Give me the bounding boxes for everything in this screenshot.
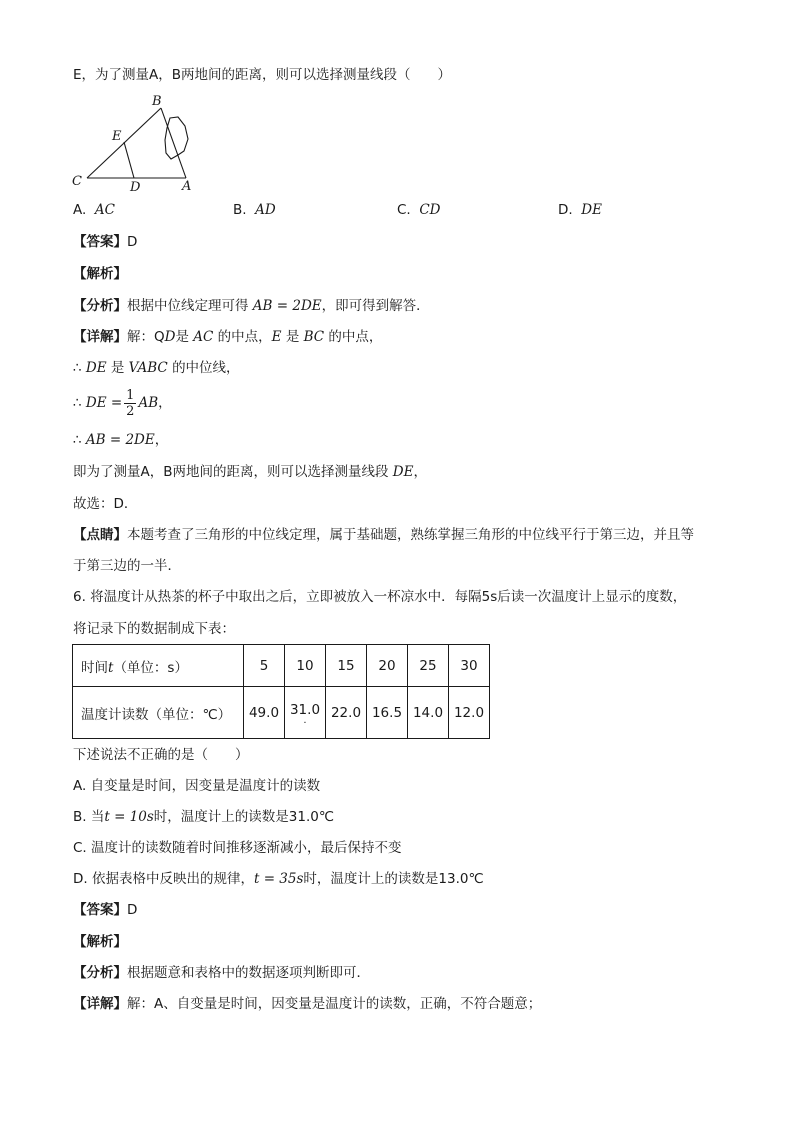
dianjing-text: 本题考查了三角形的中位线定理，属于基础题，熟练掌握三角形的中位线平行于第三边，并且等	[127, 527, 694, 543]
cell-value: 31.0	[289, 701, 321, 718]
math: DE	[392, 464, 414, 480]
q5-xiangjie-line5	[73, 462, 427, 482]
header-unit: （单位：s）	[113, 659, 188, 676]
therefore-symbol: ∴	[73, 360, 86, 376]
answer-label: 【答案】	[73, 234, 127, 250]
analysis-label: 【解析】	[73, 266, 127, 282]
q5-analysis-heading	[73, 264, 127, 284]
math: t = 10s	[104, 809, 154, 825]
text: 是	[285, 329, 300, 345]
q6-fenxi	[73, 963, 370, 983]
fenxi-text: 根据题意和表格中的数据逐项判断即可．	[127, 965, 370, 981]
table-cell: 25	[408, 645, 449, 687]
text: 的中点，	[217, 329, 272, 345]
xiangjie-label: 【详解】	[73, 329, 127, 345]
fraction-one-half	[124, 388, 136, 419]
fenxi-text: 根据中位线定理可得	[127, 298, 249, 314]
fenxi-end: ，即可得到解答．	[321, 298, 430, 314]
analysis-label: 【解析】	[73, 934, 127, 950]
text: 时，温度计上的读数是13.0℃	[303, 871, 484, 887]
q6-question: 下述说法不正确的是（ ）	[73, 747, 249, 763]
math: t = 35s	[253, 871, 304, 887]
math: DE =	[85, 395, 123, 411]
q5-option-d[interactable]	[558, 202, 602, 218]
table-cell: 5	[244, 645, 285, 687]
table-cell: 22.0	[326, 687, 367, 739]
table-header-temperature: 温度计读数（单位：℃）	[73, 687, 244, 739]
text: ，	[413, 464, 427, 480]
option-text: DE	[581, 202, 602, 218]
q5-dianjing-line2: 于第三边的一半．	[73, 558, 181, 574]
text: 解：Q	[127, 329, 165, 345]
option-letter: C.	[397, 202, 411, 218]
option-letter: B.	[233, 202, 247, 218]
dianjing-label: 【点睛】	[73, 527, 127, 543]
q6-xiangjie	[73, 994, 541, 1014]
text: ，	[154, 432, 169, 448]
q5-xiangjie-line1	[73, 327, 382, 347]
option-letter: A.	[73, 202, 87, 218]
temperature-table	[72, 644, 490, 739]
table-cell: 15	[326, 645, 367, 687]
q6-analysis-heading	[73, 932, 127, 952]
q5-option-b[interactable]	[233, 202, 276, 218]
label-E: E	[112, 129, 122, 144]
answer-value: D	[127, 234, 138, 250]
segment-DE	[124, 142, 134, 178]
text: 的中点，	[328, 329, 383, 345]
header-text: 时间	[81, 659, 108, 676]
header-variable: t	[108, 659, 114, 676]
table-cell: 30	[449, 645, 490, 687]
xiangjie-text: 解：A、自变量是时间，因变量是温度计的读数，正确，不符合题意；	[127, 996, 542, 1012]
label-B: B	[152, 94, 162, 109]
option-letter: D.	[558, 202, 573, 218]
text: 即为了测量A，B两地间的距离，则可以选择测量线段	[73, 464, 389, 480]
therefore-symbol: ∴	[73, 432, 86, 448]
text: 是	[175, 329, 189, 345]
q6-stem-line2: 将记录下的数据制成下表：	[73, 621, 235, 637]
q6-answer	[73, 900, 137, 920]
fraction-numerator: 1	[126, 387, 135, 403]
q5-option-c[interactable]	[397, 202, 440, 218]
text: ，	[158, 395, 172, 411]
label-C: C	[72, 174, 82, 189]
text: D. 依据表格中反映出的规律，	[73, 871, 254, 887]
table-cell: 20	[367, 645, 408, 687]
table-cell: 12.0	[449, 687, 490, 739]
q6-stem-line1: 6. 将温度计从热茶的杯子中取出之后，立即被放入一杯凉水中．每隔5s后读一次温度计上显示的度数，	[73, 589, 687, 605]
fenxi-label: 【分析】	[73, 298, 127, 314]
q5-xiangjie-line6: 故选：D．	[73, 496, 138, 512]
text: 的中位线，	[172, 360, 240, 376]
table-cell: 14.0	[408, 687, 449, 739]
table-row-time	[73, 645, 490, 687]
table-cell: 10	[285, 645, 326, 687]
math: AB	[138, 395, 159, 411]
table-row-temperature	[73, 687, 490, 739]
q5-options	[73, 202, 633, 222]
label-A: A	[182, 179, 192, 193]
q5-xiangjie-line3	[73, 386, 172, 420]
math: AC	[193, 329, 214, 345]
fenxi-equation: AB = 2DE	[252, 298, 322, 314]
table-header-time	[73, 645, 244, 687]
table-cell	[285, 687, 326, 739]
q5-dianjing-line1	[73, 525, 694, 545]
q6-option-c[interactable]: C. 温度计的读数随着时间推移逐渐减小，最后保持不变	[73, 840, 402, 856]
q6-option-d[interactable]	[73, 869, 484, 889]
fenxi-label: 【分析】	[73, 965, 127, 981]
answer-value: D	[127, 902, 138, 918]
option-text: AD	[255, 202, 276, 218]
q6-option-a[interactable]: A. 自变量是时间，因变量是温度计的读数	[73, 778, 321, 794]
q5-option-a[interactable]	[73, 202, 115, 218]
xiangjie-label: 【详解】	[73, 996, 127, 1012]
q5-answer	[73, 232, 137, 252]
text: 时，温度计上的读数是31.0℃	[153, 809, 335, 825]
math: DE	[85, 360, 107, 376]
table-cell: 16.5	[367, 687, 408, 739]
math: BC	[303, 329, 325, 345]
math: VABC	[128, 360, 168, 376]
math: AB = 2DE	[85, 432, 155, 448]
q5-fenxi	[73, 296, 430, 316]
answer-label: 【答案】	[73, 902, 127, 918]
option-text: CD	[419, 202, 441, 218]
therefore-symbol: ∴	[73, 395, 86, 411]
q5-stem: E，为了测量A，B两地间的距离，则可以选择测量线段（ ）	[73, 67, 452, 83]
triangle-figure	[70, 93, 210, 193]
text: B. 当	[73, 809, 105, 825]
option-text: AC	[94, 202, 115, 218]
cell-mark: .	[303, 714, 307, 726]
math: E	[271, 329, 282, 345]
q6-option-b[interactable]	[73, 807, 334, 827]
table-cell: 49.0	[244, 687, 285, 739]
q5-xiangjie-line4	[73, 430, 168, 450]
q5-xiangjie-line2	[73, 358, 240, 378]
fraction-denominator: 2	[126, 403, 135, 419]
text: 是	[110, 360, 125, 376]
label-D: D	[130, 180, 141, 193]
math: D	[164, 329, 176, 345]
